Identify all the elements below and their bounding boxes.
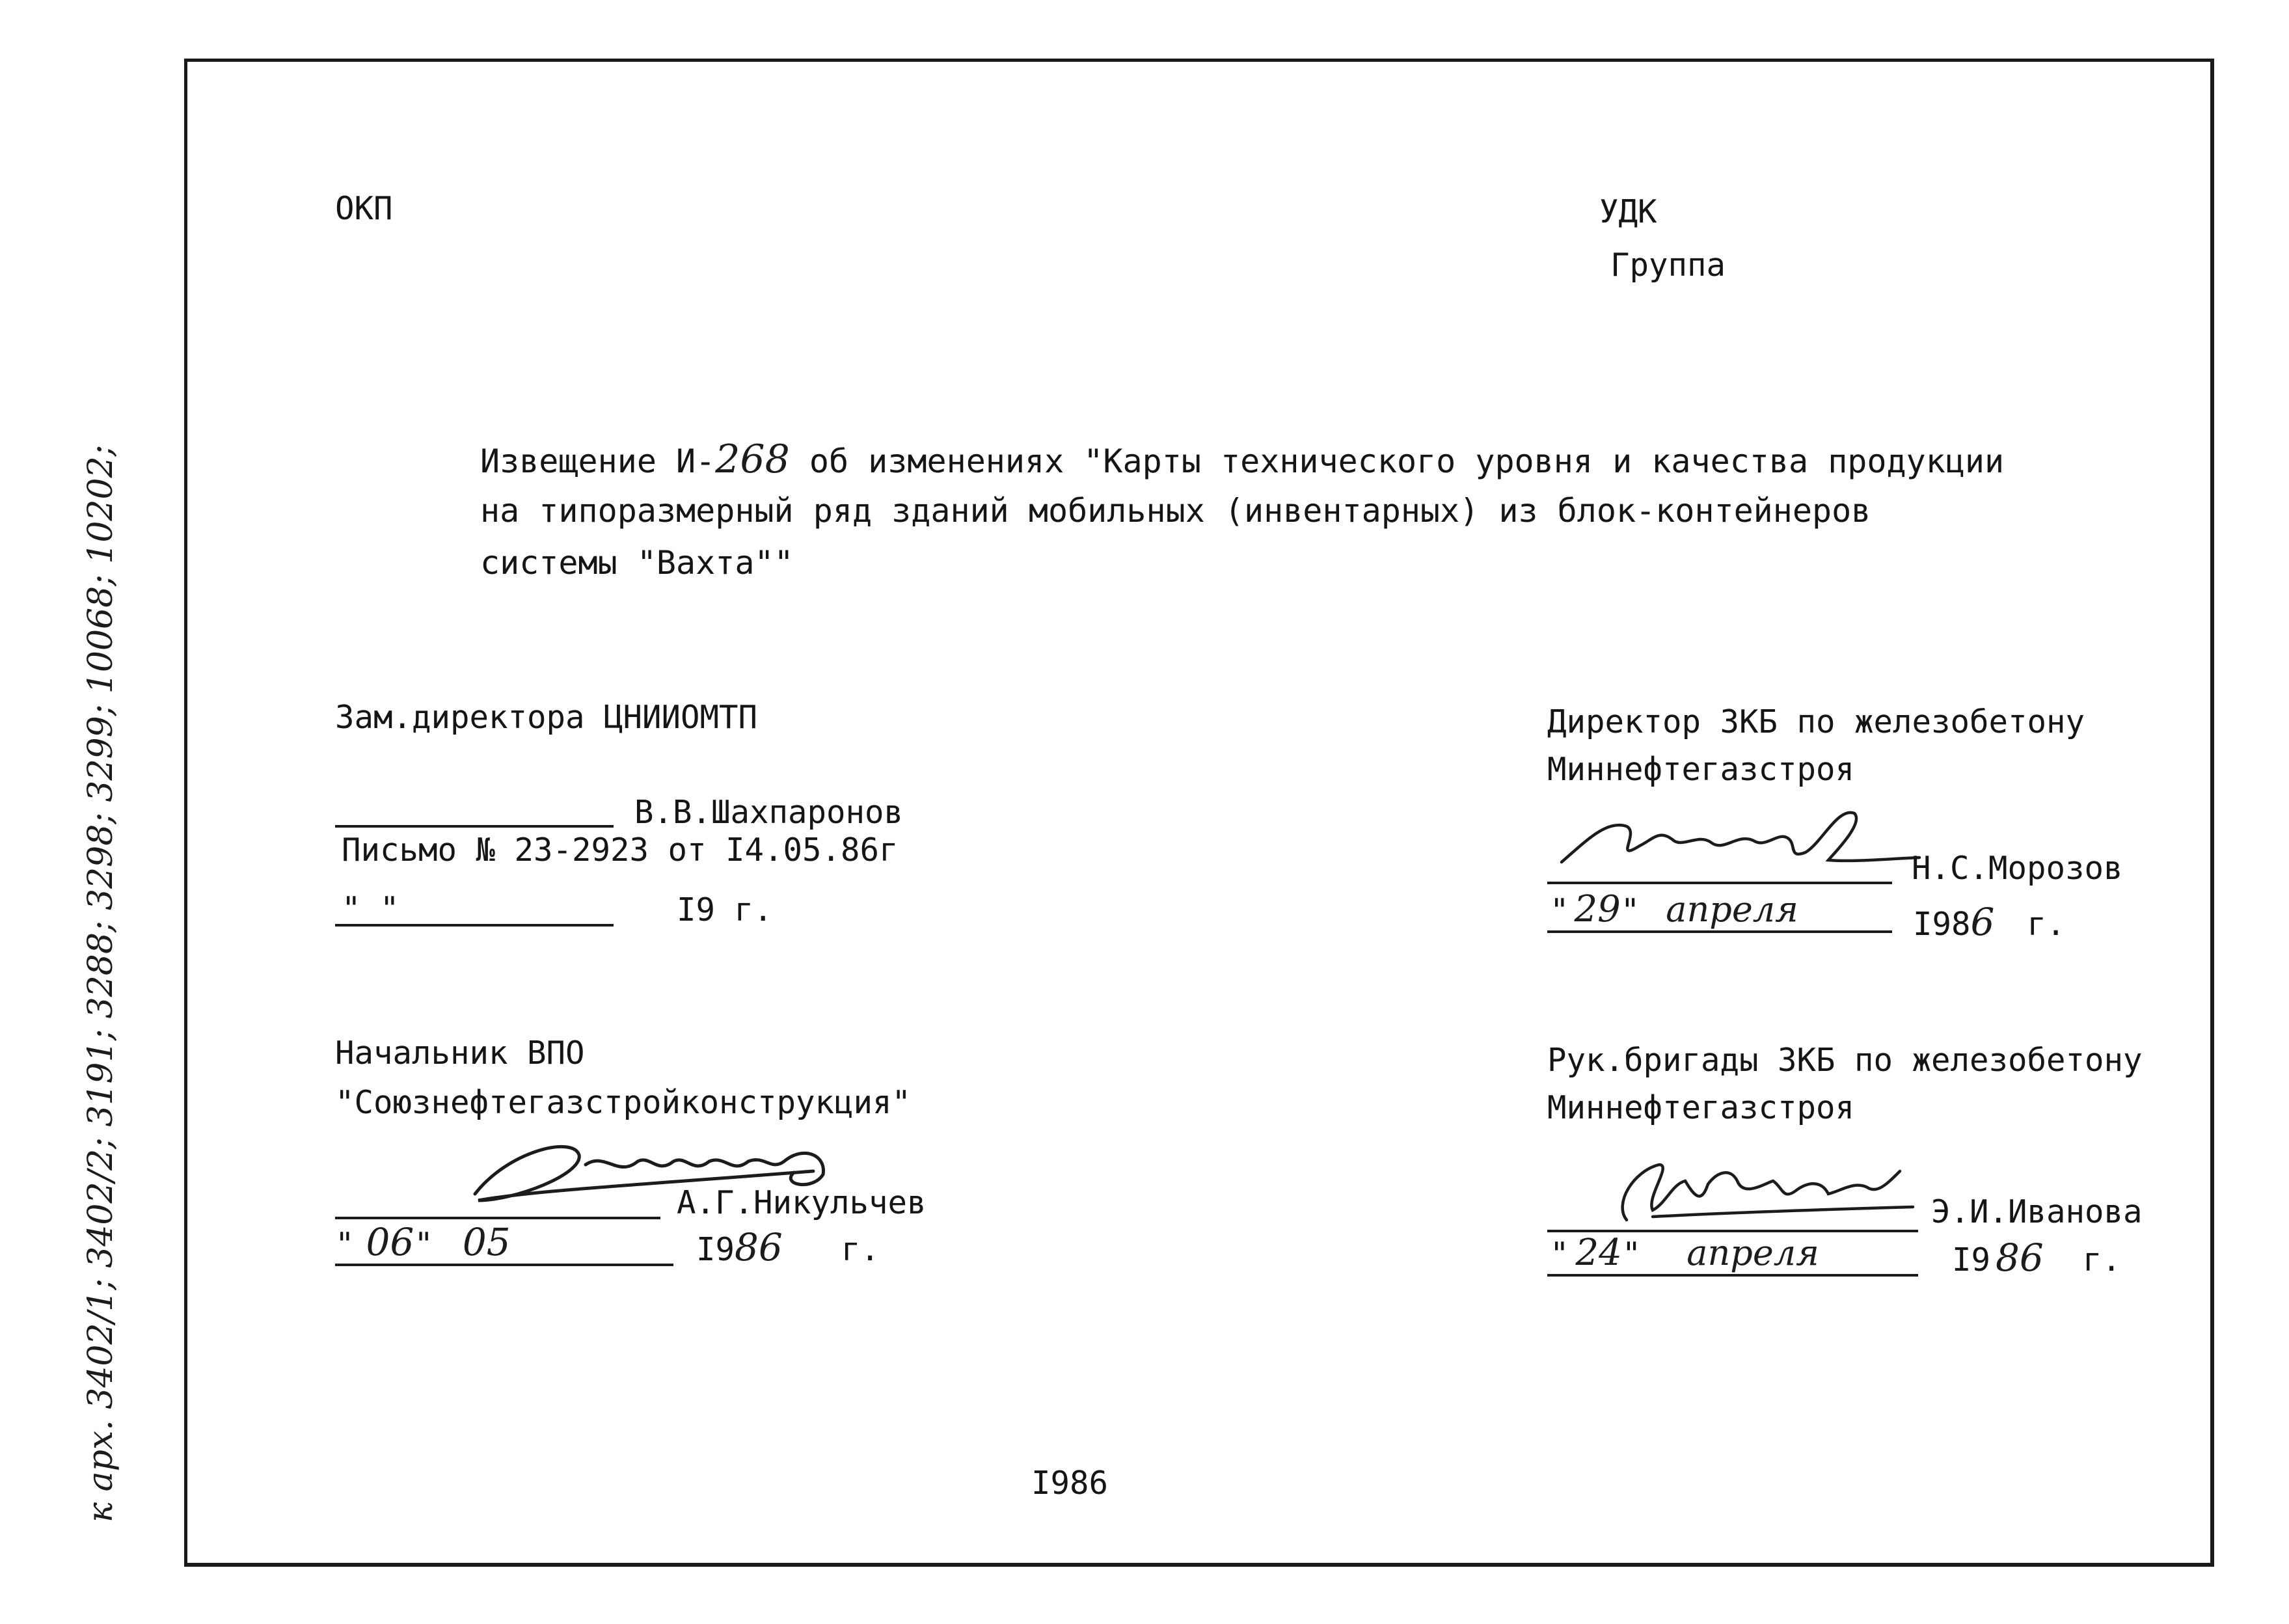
vpo-head-name: А.Г.Никульчев [677,1184,927,1221]
date-quote-placeholder: " " [342,890,400,927]
brigade-head-name: Э.И.Иванова [1931,1193,2143,1230]
notice-number: 268 [715,437,790,482]
vpo-organization: "Союзнефтегазстройконструкция" [335,1084,912,1121]
signature-line [1547,882,1892,884]
approval-letter-ref: Письмо № 23-2923 от I4.05.86г [342,832,899,869]
okp-label: ОКП [335,190,393,227]
vpo-year: I986 г. [696,1225,880,1269]
date-day: 06 [366,1220,414,1264]
date-month: апреля [1666,889,1798,930]
date-line [1547,930,1892,933]
notice-line-3: системы "Вахта"" [480,544,794,582]
signature-ivanova [1588,1145,1926,1236]
date-day: 24 [1575,1232,1622,1274]
signature-line [335,825,614,828]
deputy-director-title: Зам.директора ЦНИИОМТП [335,699,758,736]
brigade-head-year: I9 86 г. [1952,1236,2121,1280]
date-line [335,1264,673,1266]
vpo-head-title: Начальник ВПО [335,1035,585,1072]
notice-prefix: Извещение И- [480,442,716,480]
vpo-date: " 06" 05 [335,1220,511,1264]
date-line [1547,1274,1918,1277]
document-year: I986 [1031,1465,1109,1502]
notice-line-2: на типоразмерный ряд зданий мобильных (инвентарных) из блок-контейнеров [480,492,1871,530]
notice-line-1 [480,437,2005,482]
zkb-director-year: I986 г. [1913,900,2066,944]
year-placeholder: I9 г. [677,891,773,928]
brigade-head-title: Рук.бригады ЗКБ по железобетону [1547,1042,2143,1079]
signature-morozov [1549,794,1926,885]
notice-line-1-rest: об изменениях "Карты технического уровня и качества продукции [789,442,2005,480]
archive-reference-note: к арх. 3402/1; 3402/2; 3191; 3288; 3298; 3299; 10068; 10202; [81,444,120,1522]
zkb-director-name: Н.С.Морозов [1912,850,2123,887]
date-line [335,924,614,927]
zkb-director-title: Директор ЗКБ по железобетону [1547,703,2085,740]
signature-line [335,1217,660,1219]
brigade-head-date: " 24" апреля [1550,1232,1819,1274]
deputy-director-name: В.В.Шахпаронов [634,794,904,831]
zkb-director-ministry: Миннефтегазстроя [1547,751,1855,788]
group-label: Группа [1610,247,1726,284]
date-month: 05 [462,1220,511,1264]
brigade-head-ministry: Миннефтегазстроя [1547,1089,1855,1126]
zkb-director-date: " 29" апреля [1550,888,1798,930]
udk-label: УДК [1599,193,1657,230]
date-month: апреля [1686,1232,1819,1273]
date-day: 29 [1574,888,1621,930]
